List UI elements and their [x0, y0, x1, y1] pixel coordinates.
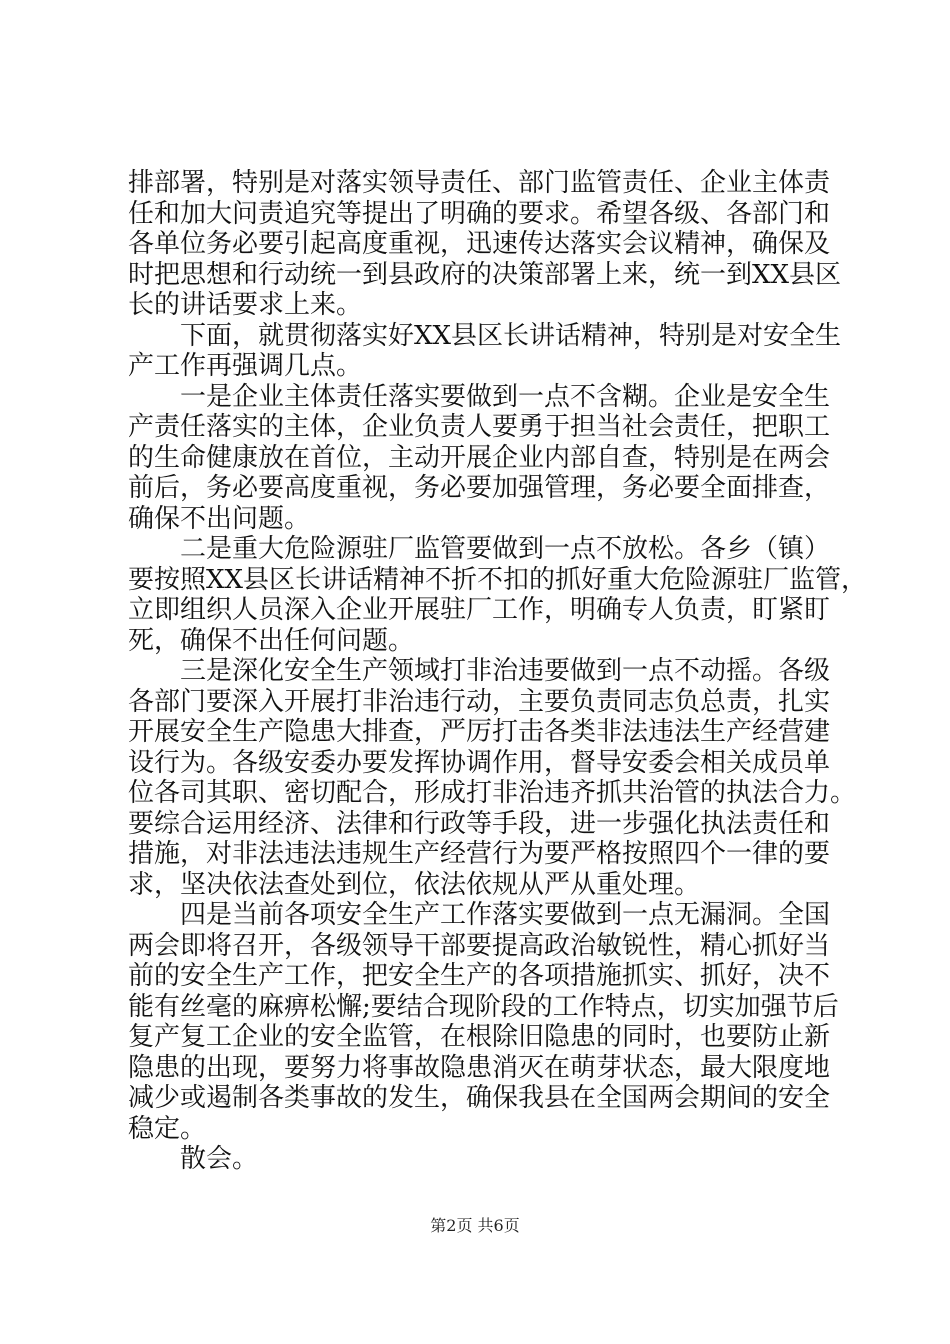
- text-line: 前后，务必要高度重视，务必要加强管理，务必要全面排查，: [128, 473, 831, 503]
- text-line: 三是深化安全生产领域打非治违要做到一点不动摇。各级: [180, 656, 831, 686]
- text-line: 减少或遏制各类事故的发生，确保我县在全国两会期间的安全: [128, 1083, 831, 1113]
- text-line: 排部署，特别是对落实领导责任、部门监管责任、企业主体责: [128, 168, 831, 198]
- text-line: 隐患的出现，要努力将事故隐患消灭在萌芽状态，最大限度地: [128, 1052, 831, 1083]
- text-line: 复产复工企业的安全监管，在根除旧隐患的同时，也要防止新: [128, 1022, 831, 1052]
- text-line: 一是企业主体责任落实要做到一点不含糊。企业是安全生: [180, 381, 831, 412]
- text-line: 能有丝毫的麻痹松懈;要结合现阶段的工作特点，切实加强节后: [128, 991, 839, 1022]
- text-line: 四是当前各项安全生产工作落实要做到一点无漏洞。全国: [180, 900, 831, 930]
- text-line: 产工作再强调几点。: [128, 351, 363, 381]
- text-line: 产责任落实的主体，企业负责人要勇于担当社会责任，把职工: [128, 412, 831, 442]
- text-line: 两会即将召开，各级领导干部要提高政治敏锐性，精心抓好当: [128, 930, 831, 961]
- text-line: 要综合运用经济、法律和行政等手段，进一步强化执法责任和: [128, 808, 831, 839]
- text-line: 设行为。各级安委办要发挥协调作用，督导安委会相关成员单: [128, 747, 831, 778]
- text-line: 时把思想和行动统一到县政府的决策部署上来，统一到XX县区: [128, 259, 842, 290]
- text-line: 立即组织人员深入企业开展驻厂工作，明确专人负责，盯紧盯: [128, 595, 831, 625]
- text-line: 散会。: [180, 1144, 259, 1174]
- text-line: 下面，就贯彻落实好XX县区长讲话精神，特别是对安全生: [180, 320, 842, 351]
- text-line: 死，确保不出任何问题。: [128, 625, 415, 656]
- text-line: 开展安全生产隐患大排查，严厉打击各类非法违法生产经营建: [128, 717, 831, 747]
- page-footer: 第2页 共6页: [430, 1216, 520, 1235]
- text-line: 位各司其职、密切配合，形成打非治违齐抓共治管的执法合力。: [128, 778, 857, 808]
- text-line: 要按照XX县区长讲话精神不折不扣的抓好重大危险源驻厂监管，: [128, 564, 868, 595]
- text-line: 二是重大危险源驻厂监管要做到一点不放松。各乡（镇）: [180, 534, 831, 564]
- text-line: 各单位务必要引起高度重视，迅速传达落实会议精神，确保及: [128, 229, 831, 259]
- text-line: 稳定。: [128, 1113, 207, 1144]
- text-line: 求，坚决依法查处到位，依法依规从严从重处理。: [128, 869, 701, 900]
- document-body: [128, 168, 868, 1175]
- text-line: 的生命健康放在首位，主动开展企业内部自查，特别是在两会: [128, 442, 831, 473]
- text-line: 确保不出问题。: [128, 503, 311, 534]
- text-line: 各部门要深入开展打非治违行动，主要负责同志负总责，扎实: [128, 686, 831, 717]
- text-line: 任和加大问责追究等提出了明确的要求。希望各级、各部门和: [128, 198, 831, 229]
- text-line: 长的讲话要求上来。: [128, 290, 363, 320]
- text-line: 措施，对非法违法违规生产经营行为要严格按照四个一律的要: [128, 839, 831, 869]
- text-line: 前的安全生产工作，把安全生产的各项措施抓实、抓好，决不: [128, 961, 831, 991]
